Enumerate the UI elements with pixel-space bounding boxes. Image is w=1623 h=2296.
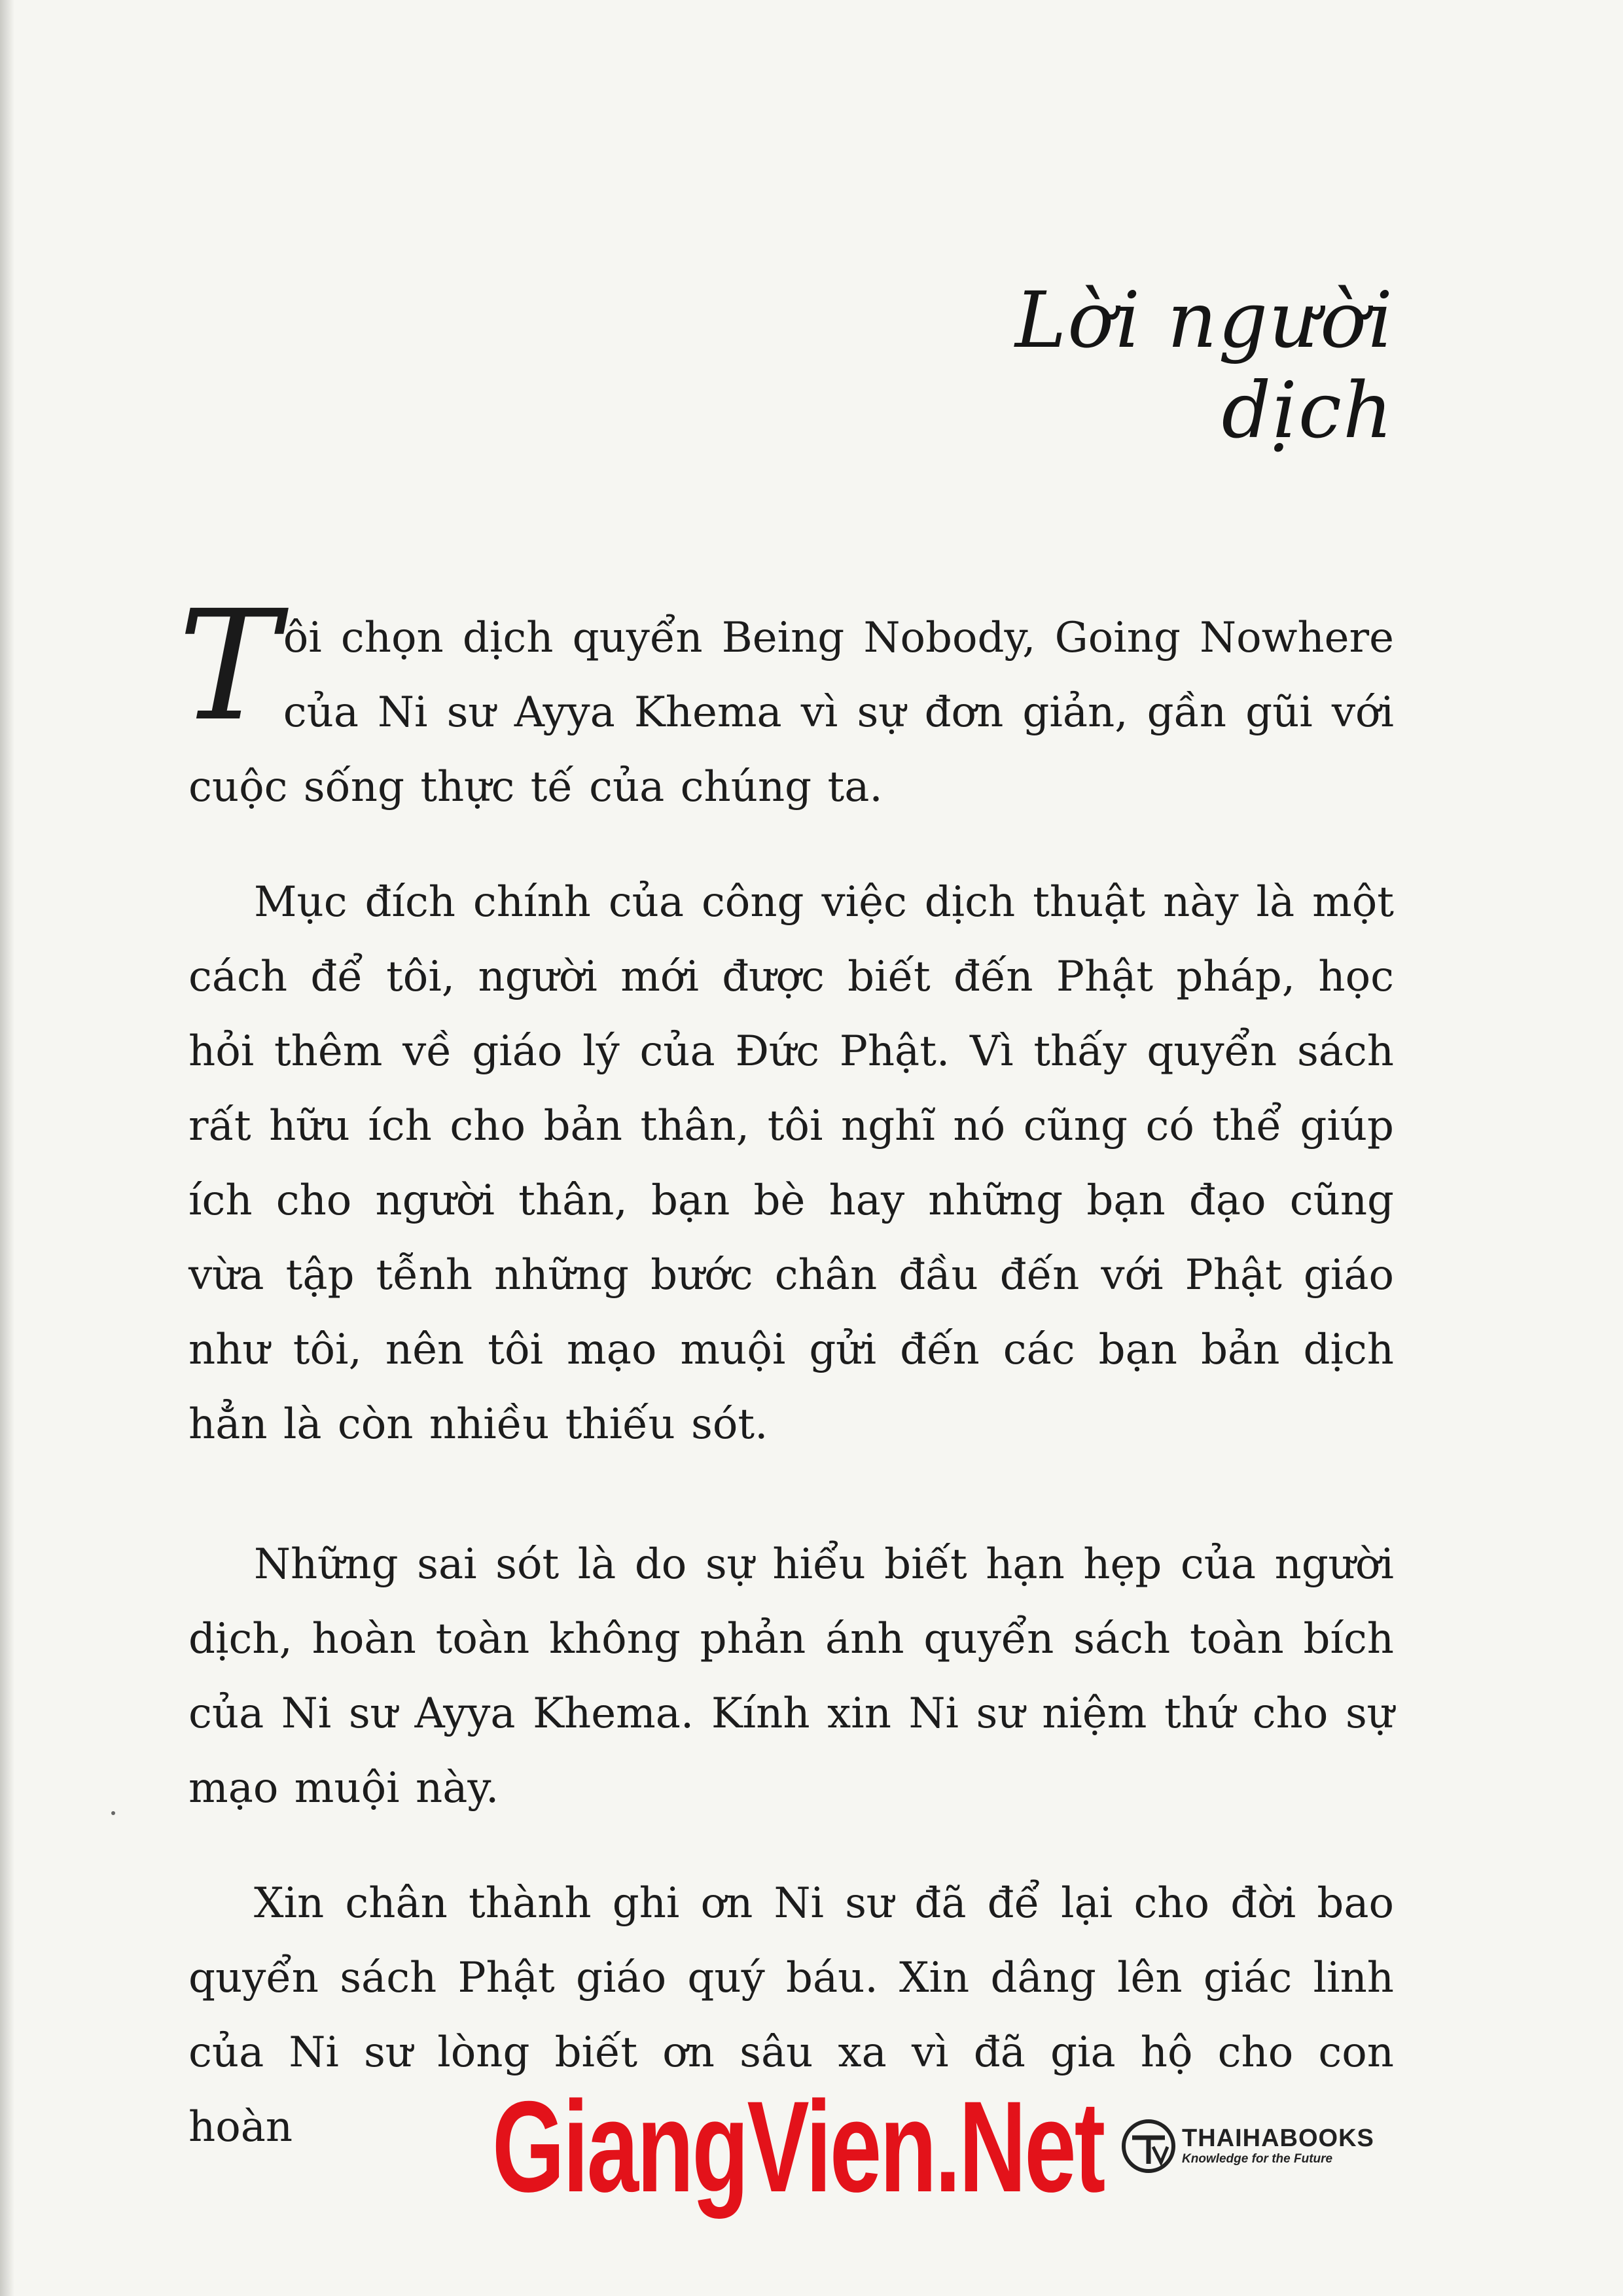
page-edge-shadow (0, 0, 14, 2296)
page-title: Lời người dịch (1015, 275, 1394, 455)
paragraph-1 (178, 578, 1394, 824)
paragraph-2: Mục đích chính của công việc dịch thuật này là một cách để tôi, người mới được biết đến Phật pháp, học hỏi thêm về giáo lý của Đức Phật. Vì thấy quyển sách rất hữu ích cho bản thân, tôi nghĩ nó cũng có thể giúp ích cho người thân, bạn bè hay những bạn đạo cũng vừa tập tễnh những bước chân đầu đến với Phật giáo như tôi, nên tôi mạo muội gửi đến các bạn bản dịch hẳn là còn nhiều thiếu sót. (188, 878, 1394, 1449)
paragraph-3: Những sai sót là do sự hiểu biết hạn hẹp của người dịch, hoàn toàn không phản ánh quyển sách toàn bích của Ni sư Ayya Khema. Kính xin Ni sư niệm thứ cho sự mạo muội này. (188, 1540, 1394, 1812)
watermark: GiangVien.Net (492, 2074, 1104, 2219)
publisher-name: THAIHABOOKS (1182, 2125, 1374, 2152)
paragraph-1-text: ôi chọn dịch quyển Being Nobody, Going Nowhere của Ni sư Ayya Khema vì sự đơn giản, gần gũi với cuộc sống thực tế của chúng ta. (188, 614, 1394, 811)
dropcap: T (178, 578, 279, 754)
paragraph-4: Xin chân thành ghi ơn Ni sư đã để lại cho đời bao quyển sách Phật giáo quý báu. Xin dâng lên giác linh của Ni sư lòng biết ơn sâu xa vì đã gia hộ cho con hoàn (188, 1879, 1394, 2151)
publisher-text (1182, 2125, 1374, 2167)
thaihabooks-logo-icon (1120, 2118, 1177, 2174)
scan-speck (111, 1811, 115, 1815)
body-text (178, 578, 1394, 2164)
publisher-tagline: Knowledge for the Future (1182, 2152, 1333, 2166)
publisher-logo (1120, 2115, 1374, 2178)
